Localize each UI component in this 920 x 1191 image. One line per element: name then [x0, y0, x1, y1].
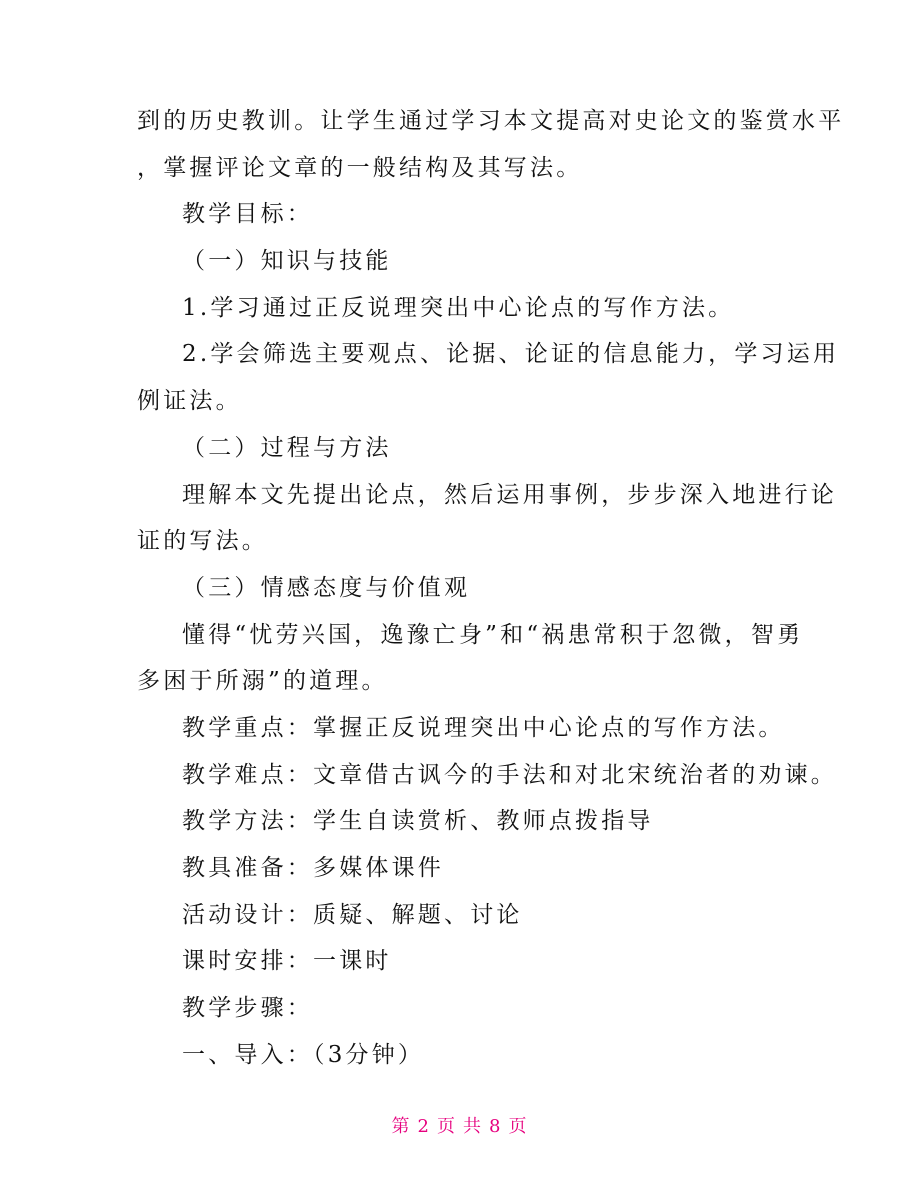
paragraph-line: 活动设计：质疑、解题、讨论 — [182, 902, 523, 928]
subsection-heading: （三）情感态度与价值观 — [182, 575, 471, 601]
subsection-heading: （一）知识与技能 — [182, 248, 392, 274]
paragraph-line: 例证法。 — [137, 388, 242, 414]
total-pages-number: 8 — [489, 1116, 503, 1137]
section-heading: 一、导入：（3分钟） — [182, 1042, 425, 1068]
paragraph-line: 证的写法。 — [137, 528, 268, 554]
paragraph-line: 懂得“忧劳兴国，逸豫亡身”和“祸患常积于忽微，智勇 — [182, 622, 804, 648]
paragraph-line: ，掌握评论文章的一般结构及其写法。 — [137, 155, 583, 181]
paragraph-line: 2.学会筛选主要观点、论据、论证的信息能力，学习运用 — [182, 341, 840, 367]
paragraph-line: 教具准备：多媒体课件 — [182, 855, 444, 881]
page-footer — [0, 1112, 920, 1138]
paragraph-line: 教学重点：掌握正反说理突出中心论点的写作方法。 — [182, 715, 785, 741]
subsection-heading: （二）过程与方法 — [182, 435, 392, 461]
current-page-number: 2 — [417, 1116, 431, 1137]
paragraph-line: 理解本文先提出论点，然后运用事例，步步深入地进行论 — [182, 482, 837, 508]
paragraph-line: 教学难点：文章借古讽今的手法和对北宋统治者的劝谏。 — [182, 762, 837, 788]
footer-suffix: 页 — [508, 1116, 529, 1137]
paragraph-line: 教学方法：学生自读赏析、教师点拨指导 — [182, 808, 654, 834]
section-heading: 教学目标： — [182, 201, 313, 227]
footer-page-word: 页 — [437, 1116, 457, 1137]
paragraph-line: 到的历史教训。让学生通过学习本文提高对史论文的鉴赏水平 — [137, 108, 845, 134]
section-heading: 教学步骤： — [182, 995, 313, 1021]
footer-total-word: 共 — [463, 1116, 483, 1137]
footer-prefix: 第 — [391, 1116, 412, 1137]
paragraph-line: 多困于所溺”的道理。 — [137, 668, 388, 694]
paragraph-line: 1.学习通过正反说理突出中心论点的写作方法。 — [182, 295, 735, 321]
paragraph-line: 课时安排：一课时 — [182, 948, 392, 974]
